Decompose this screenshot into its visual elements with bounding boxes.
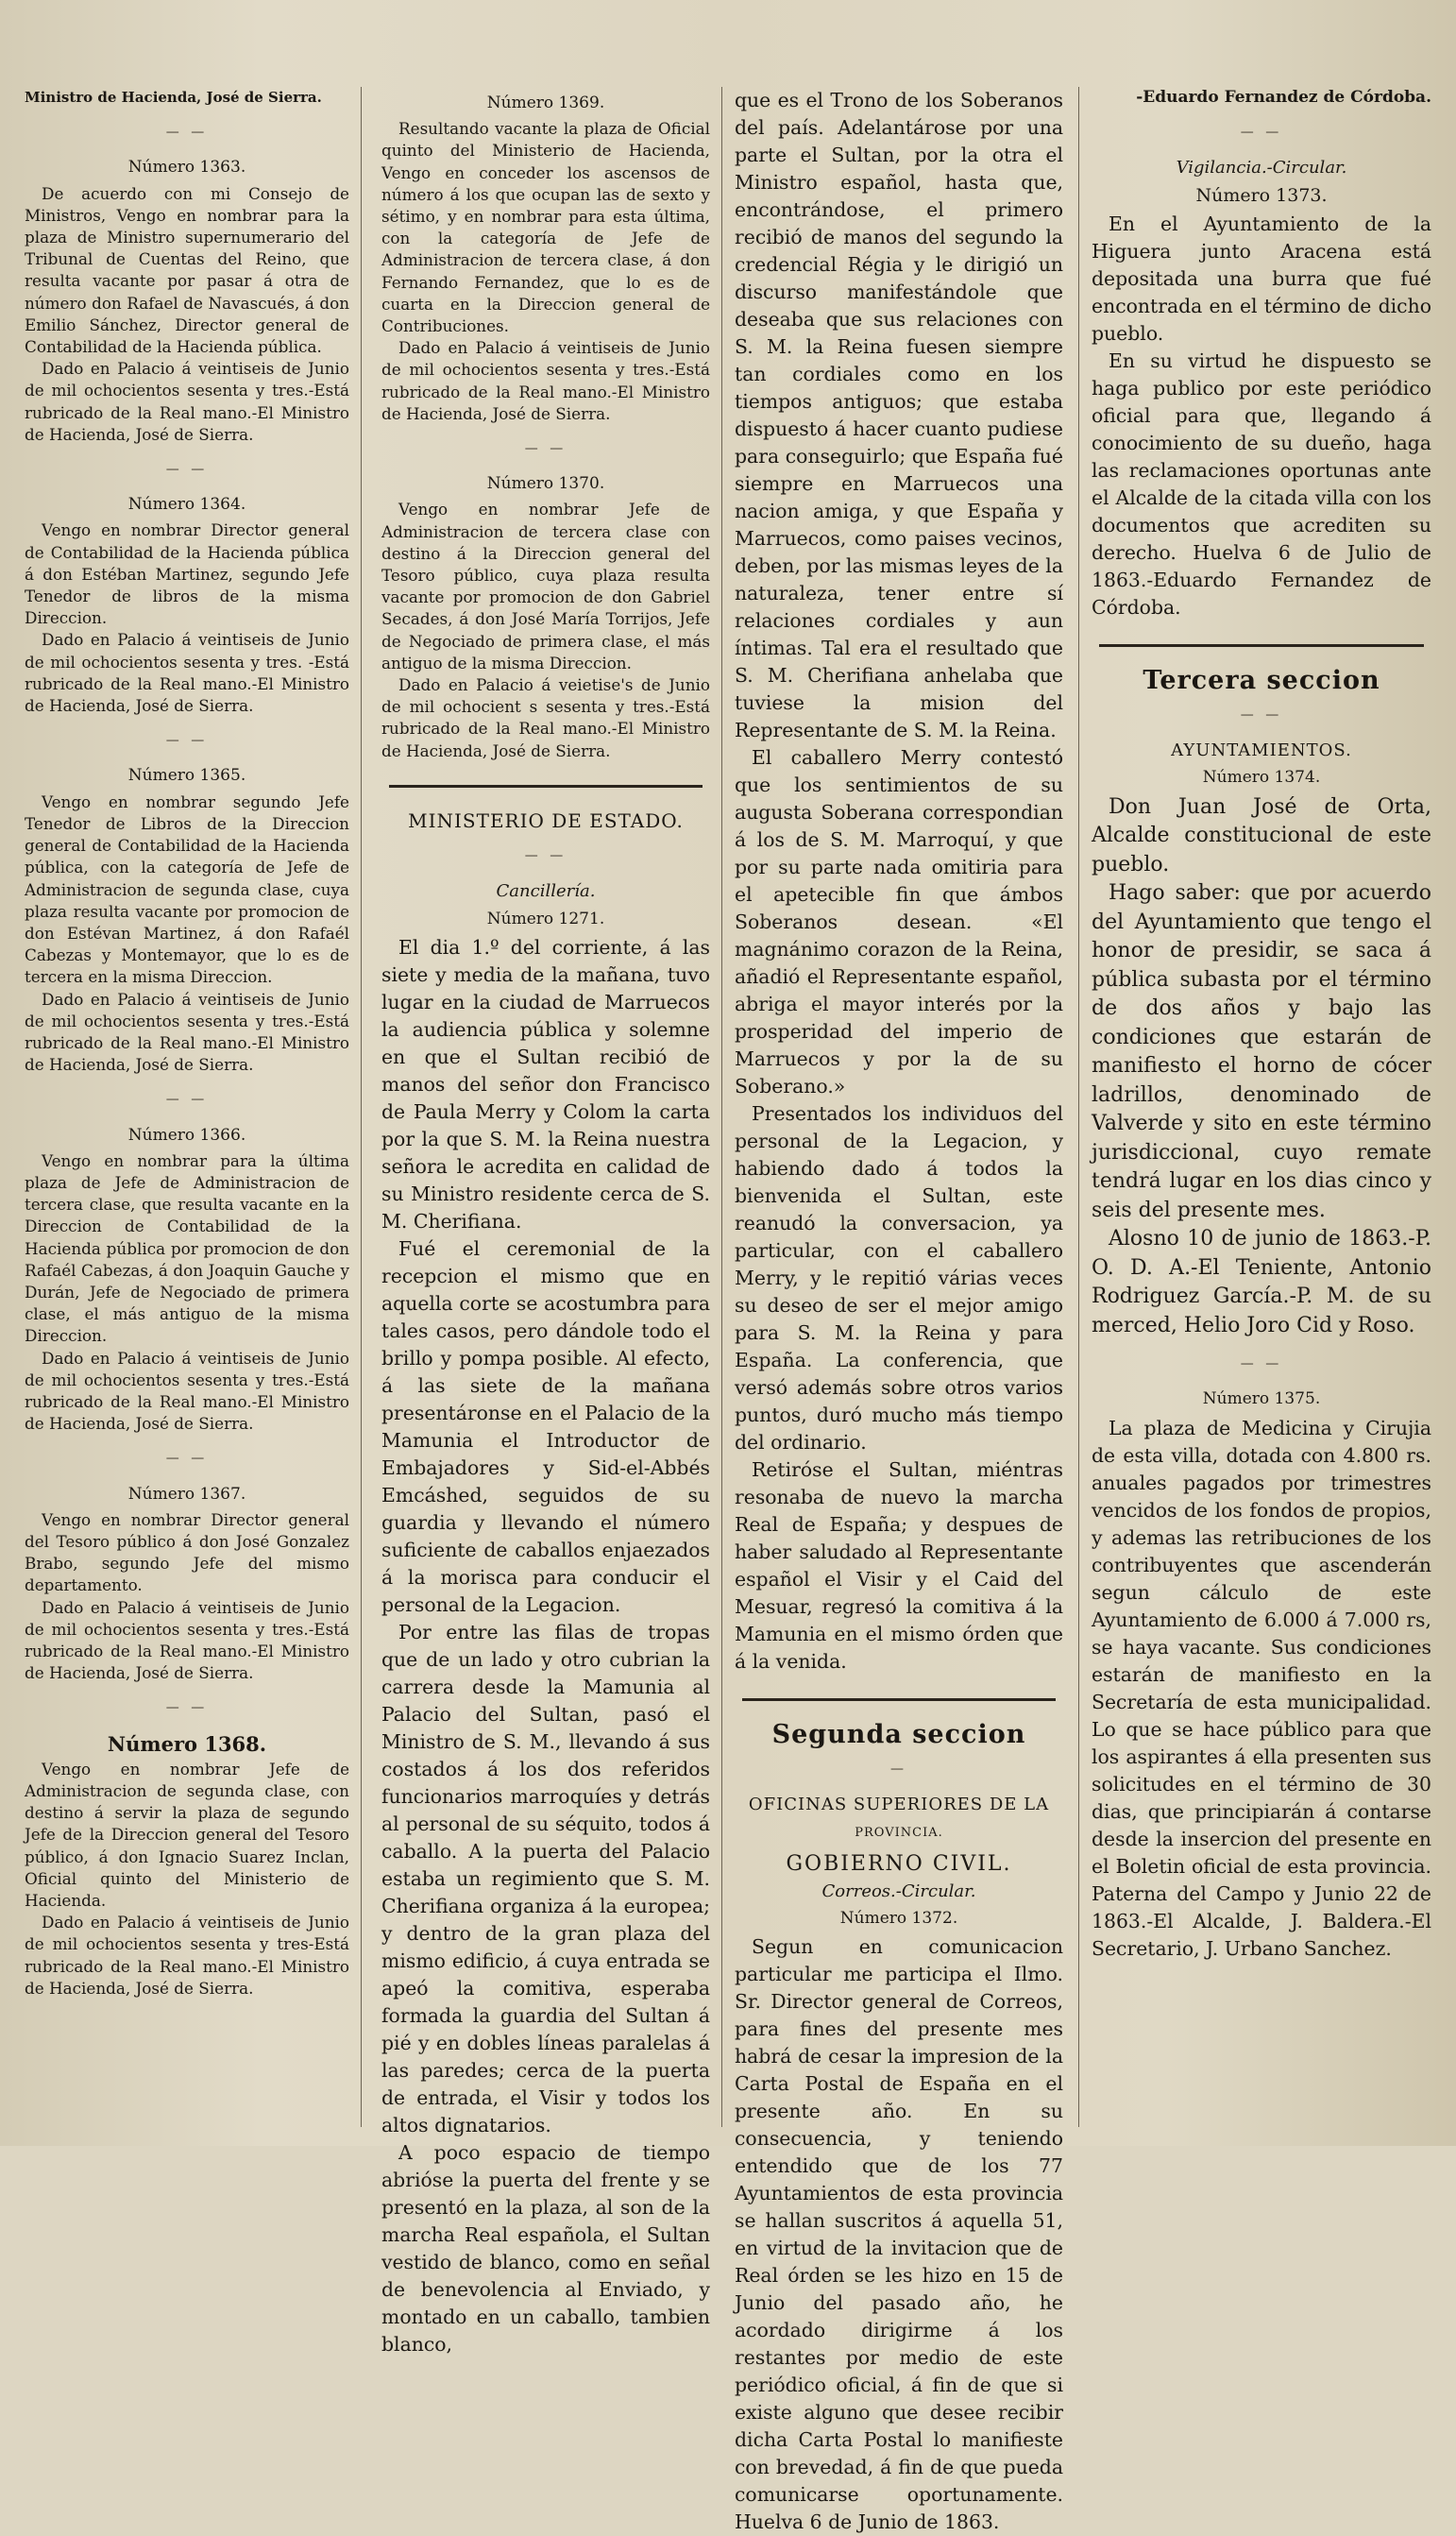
separator: — [890,1762,907,1778]
separator: — — [165,1092,209,1108]
decree-signature: Dado en Palacio á veintiseis de Junio de mil ochocientos sesenta y tres. -Está rubricado de la Real mano.-El Ministro de Hacienda, José de Sierra. [25,630,349,716]
section-rule [1099,644,1424,647]
column-2 [381,87,710,2356]
article-paragraph: que es el Trono de los Soberanos del país. Adelantárose por una parte el Sultan, por la otra el Ministro español, hasta que, encontrándose, el primero recibió de manos del segundo la credencial Régia y le dirigió un discurso manifestándole que deseaba que sus relaciones con S. M. la Reina fuesen siempre tan cordiales como en los tiempos antiguos; que estaba dispuesto á hacer cuanto pudiese para conseguirlo; que España fué siempre en Marruecos una nacion amiga, y que España y Marruecos, como paises vecinos, deben, por las mismas leyes de la naturaleza, tener entre sí relaciones cordiales y aun íntimas. Tal era el resultado que S. M. Cherifiana anhelaba que tuviese la mision del Representante de S. M. la Reina. [735,89,1063,741]
province-heading: PROVINCIA. [855,1825,943,1840]
decree-text: Vengo en nombrar para la última plaza de Jefe de Administracion de tercera clase, que resulta vacante en la Direccion de Contabilidad de la Hacienda pública por promocion de don Rafaél Cabezas, á don Joaquin Gauche y Durán, Jefe de Negociado de primera clase, el más antiguo de la misma Direccion. [25,1150,349,1346]
ministry-heading: MINISTERIO DE ESTADO. [408,808,684,832]
decree-signature: Dado en Palacio á veintiseis de Junio de mil ochocientos sesenta y tres.-Está rubricado de la Real mano.-El Ministro de Hacienda, José de Sierra. [25,1597,349,1683]
separator: — — [165,733,209,749]
decree-signature: Dado en Palacio á veintiseis de Junio de mil ochocientos sesenta y tres.-Está rubricado de la Real mano.-El Ministro de Hacienda, José de Sierra. [25,989,349,1075]
separator: — — [165,1700,209,1716]
column-3 [735,87,1063,2534]
decree-signature: Dado en Palacio á veintiseis de Junio de mil ochocientos sesenta y tres.-Está rubricado de la Real mano.-El Ministro de Hacienda, José de Sierra. [25,359,349,444]
section-heading: Segunda seccion [771,1720,1026,1749]
decree-signature: Dado en Palacio á veietise's de Junio de mil ochocient s sesenta y tres.-Está rubricado de la Real mano.-El Ministro de Hacienda, José de Sierra. [381,675,710,760]
article-paragraph: Retiróse el Sultan, miéntras resonaba de nuevo la marcha Real de España; y despues de haber saludado al Representante español el Visir y el Caid del Mesuar, regresó la comitiva á la Mamunia en el mismo órden que á la venida. [735,1458,1063,1673]
intro-signature: Ministro de Hacienda, José de Sierra. [25,89,322,106]
article-paragraph: Por entre las filas de tropas que de un lado y otro cubrian la carrera desde la Mamunia al Palacio del Sultan, pasó el Ministro de S. M., llevando á sus costados á los dos referidos funcionarios marroquíes y detrás al personal de su séquito, todos á caballo. A la puerta del Palacio estaba un regimiento que S. M. Cherifiana organiza á la europea; y dentro de la gran plaza del mismo edificio, á cuya entrada se apeó la comitiva, esperaba formada la guardia del Sultan á pié y en dobles líneas paralelas á las paredes; cerca de la puerta de entrada, el Visir y todos los altos dignatarios. [381,1620,710,2136]
decree-number: Número 1367. [127,1484,246,1504]
decree-text: Vengo en nombrar Jefe de Administracion de segunda clase, con destino á servir la plaza de segundo Jefe de la Direccion general del Tesoro público, á don Ignacio Suarez Inclan, Oficial quinto del Ministerio de Hacienda. [25,1759,349,1911]
article-paragraph: Hago saber: que por acuerdo del Ayuntamiento que tengo el honor de presidir, se saca á pública subasta por el término de dos años y bajo las condiciones que estarán de manifiesto el horno de cócer ladrillos, denominado de Valverde y sito en este término jurisdiccional, cuyo remate tendrá lugar en los dias cinco y seis del presente mes. [1092,881,1431,1222]
subsection-heading: Cancillería. [496,881,596,902]
signature-line: -Eduardo Fernandez de Córdoba. [1136,88,1431,107]
article-paragraph: Segun en comunicacion particular me participa el Ilmo. Sr. Director general de Correos, para fines del presente mes habrá de cesar la impresion de la Carta Postal de España en el presente año. En su consecuencia, y teniendo entendido que de los 77 Ayuntamientos de esta provincia se hallan suscritos á aquella 51, en virtud de la invitacion que de Real órden se les hizo en 15 de Junio del pasado año, he acordado dirigirme á los restantes por medio de este periódico oficial, á fin de que si existe alguno que desee recibir dicha Carta Postal lo manifieste con brevedad, á fin de que pueda comunicarse oportunamente. Huelva 6 de Junio de 1863. [735,1935,1063,2534]
decree-text: Vengo en nombrar Director general de Contabilidad de la Hacienda pública á don Estéban Martinez, segundo Jefe Tenedor de libros de la misma Direccion. [25,520,349,628]
decree-number: Número 1370. [486,474,605,494]
column-rule [361,87,362,2127]
separator: — — [165,462,209,478]
section-rule [742,1698,1056,1701]
decree-signature: Dado en Palacio á veintiseis de Junio de mil ochocientos sesenta y tres.-Está rubricado de la Real mano.-El Ministro de Hacienda, José de Sierra. [25,1348,349,1434]
decree-number: Número 1369. [486,94,605,112]
decree-number: Número 1364. [127,495,246,515]
decree-text: Vengo en nombrar segundo Jefe Tenedor de Libros de la Direccion general de Contabilidad de la Hacienda pública, con la categoría de Jefe de Administracion de segunda clase, cuya plaza resulta vacante por promocion de don Estévan Martinez, á don Rafaél Cabezas y Montemayor, que lo es de tercera en la misma Direccion. [25,791,349,987]
subsection-heading: Correos.-Circular. [821,1881,976,1902]
article-paragraph: Fué el ceremonial de la recepcion el mismo que en aquella corte se acostumbra para tales casos, pero dándole todo el brillo y pompa posible. Al efecto, á las siete de la mañana presentáronse en el Palacio de la Mamunia el Introductor de Embajadores y Sid-el-Abbés Emcáshed, seguidos de su guardia y llevando el número suficiente de caballos enjaezados á la morisca para conducir el personal de la Legacion. [381,1236,710,1616]
decree-text: De acuerdo con mi Consejo de Ministros, Vengo en nombrar para la plaza de Ministro supernumerario del Tribunal de Cuentas del Reino, que resulta vacante por pasar á otra de número don Rafael de Navascués, á don Emilio Sánchez, Director general de Contabilidad de la Hacienda pública. [25,183,349,357]
column-rule [721,87,722,2127]
separator: — — [1240,1356,1283,1372]
section-rule [389,785,703,788]
column-rule [1078,87,1079,2127]
article-paragraph: El caballero Merry contestó que los sentimientos de su augusta Soberana correspondian á los de S. M. Marroquí, y que por su parte nada omitiria para el apetecible fin que ámbos Soberanos desean. «El magnánimo corazon de la Reina, añadió el Representante español, abriga el mayor interés por la prosperidad del imperio de Marruecos y por la de su Soberano.» [735,746,1063,1098]
decree-text: Resultando vacante la plaza de Oficial quinto del Ministerio de Hacienda, Vengo en conceder los ascensos de número á los que ocupan las de sexto y sétimo, y en nombrar para esta última, con la categoría de Jefe de Administracion de tercera clase, á don Fernando Fernandez, que lo es de cuarta en la Direccion general de Contribuciones. [381,119,710,336]
decree-text: Vengo en nombrar Director general del Tesoro público á don José Gonzalez Brabo, segundo Jefe del mismo departamento. [25,1509,349,1595]
article-paragraph: El dia 1.º del corriente, á las siete y media de la mañana, tuvo lugar en la ciudad de Marruecos la audiencia pública y solemne en que el Sultan recibió de manos del señor don Francisco de Paula Merry y Colom la carta por la que S. M. la Reina nuestra señora le acredita en calidad de su Ministro residente cerca de S. M. Cherifiana. [381,935,710,1233]
government-heading: GOBIERNO CIVIL. [786,1851,1012,1876]
decree-number: Número 1363. [127,158,246,178]
section-heading: Tercera seccion [1143,665,1380,695]
decree-number: Número 1366. [127,1125,246,1145]
separator: — — [1240,707,1283,723]
decree-number: Número 1368. [107,1731,267,1756]
article-paragraph: Presentados los individuos del personal de la Legacion, y habiendo dado á todos la bienvenida el Sultan, este reanudó la conversacion, ya particular, con el caballero Merry, y le repitió várias veces su deseo de ser el mejor amigo para S. M. la Reina y para España. La conferencia, que versó además sobre otros varios puntos, duró mucho más tiempo del ordinario. [735,1102,1063,1454]
ayuntamientos-heading: AYUNTAMIENTOS. [1171,740,1352,761]
decree-number: Número 1365. [127,766,246,786]
offices-heading: OFICINAS SUPERIORES DE LA [748,1795,1050,1815]
separator: — — [524,441,567,457]
article-paragraph: Don Juan José de Orta, Alcalde constitucional de este pueblo. [1092,794,1431,877]
article-number: Número 1375. [1202,1389,1321,1409]
article-paragraph: A poco espacio de tiempo abrióse la puerta del frente y se presentó en la plaza, al son de la marcha Real española, el Sultan vestido de blanco, como en señal de benevolencia al Enviado, y montado en un caballo, tambien blanco, [381,2140,710,2356]
article-paragraph: Alosno 10 de junio de 1863.-P. O. D. A.-El Teniente, Antonio Rodriguez García.-P. M. de su merced, Helio Joro Cid y Roso. [1092,1227,1431,1337]
article-number: Número 1374. [1202,768,1321,788]
article-paragraph: La plaza de Medicina y Cirujia de esta villa, dotada con 4.800 rs. anuales pagados por trimestres vencidos de los fondos de propios, y ademas las retribuciones de los contribuyentes que ascenderán segun cálculo de este Ayuntamiento de 6.000 á 7.000 rs, se haya vacante. Sus condiciones estarán de manifiesto en la Secretaría de esta municipalidad. Lo que se hace público para que los aspirantes á ella presenten sus solicitudes en el término de 30 dias, que principiarán á contarse desde la insercion del presente en el Boletin oficial de esta provincia. Paterna del Campo y Junio 22 de 1863.-El Alcalde, J. Baldera.-El Secretario, J. Urbano Sanchez. [1092,1416,1431,1960]
decree-signature: Dado en Palacio á veintiseis de Junio de mil ochocientos sesenta y tres-Está rubricado de la Real mano.-El Ministro de Hacienda, José de Sierra. [25,1913,349,1998]
subsection-heading: Vigilancia.-Circular. [1176,158,1347,179]
decree-text: Vengo en nombrar Jefe de Administracion de tercera clase con destino á la Direccion general del Tesoro público, cuya plaza resulta vacante por promocion de don Gabriel Secades, á don José María Torrijos, Jefe de Negociado de primera clase, el más antiguo de la misma Direccion. [381,500,710,672]
article-number: Número 1271. [486,909,605,928]
column-1 [25,87,349,2132]
article-paragraph: En su virtud he dispuesto se haga publico por este periódico oficial para que, llegando á conocimiento de su dueño, haga las reclamaciones oportunas ante el Alcalde de la citada villa con los documentos que acrediten su derecho. Huelva 6 de Julio de 1863.-Eduardo Fernandez de Córdoba. [1092,349,1431,619]
separator: — — [524,848,567,864]
article-number: Número 1372. [839,1909,958,1929]
separator: — — [165,1451,209,1467]
article-paragraph: En el Ayuntamiento de la Higuera junto Aracena está depositada una burra que fué encontrada en el término de dicho pueblo. [1092,212,1431,345]
separator: — — [165,125,209,141]
column-4 [1092,87,1431,2132]
article-number: Número 1373. [1195,184,1328,206]
decree-signature: Dado en Palacio á veintiseis de Junio de mil ochocientos sesenta y tres.-Está rubricado de la Real mano.-El Ministro de Hacienda, José de Sierra. [381,338,710,423]
separator: — — [1240,125,1283,141]
